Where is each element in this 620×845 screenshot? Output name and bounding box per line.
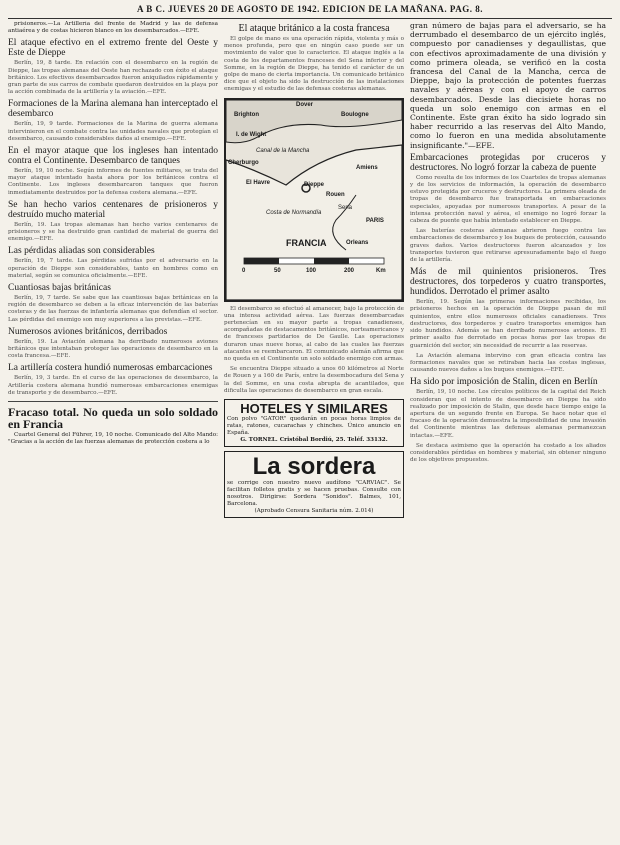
map-label: Cherburgo	[228, 159, 259, 166]
map-scale-label: 50	[274, 267, 281, 274]
map-label: El Havre	[246, 179, 271, 186]
map-label: Costa de Normandía	[266, 209, 322, 216]
article-text: La Aviación alemana intervino con gran eficacia contra las formaciones navales que se retiraban hacia las costas inglesas, causando nuevos daños a los buques enemigos.—EFE.	[410, 352, 606, 374]
map-scale-label: 200	[344, 267, 355, 274]
article-text: Berlín, 19, 7 tarde. Se sabe que las cuantiosas bajas británicas en la región de desembarco se deben a la eficaz intervención de las baterías costeras y de las fuerzas de infantería alemanas que defendían el sector. Las pérdidas del enemigo son muy superiores a las previstas.—EFE.	[8, 295, 218, 323]
article-text: El desembarco se efectuó al amanecer, bajo la protección de una intensa actividad aérea. Las fuerzas desembarcadas pertenecían en su mayor parte a tropas canadienses, acompañadas de destacamentos británicos, norteamericanos y de franceses partidarios de De Gaulle. Las operaciones duraron unas nueve horas, al cabo de las cuales las fuerzas atacantes se reembarcaron. El comunicado alemán afirma que no queda en el Continente un solo soldado enemigo con armas.	[224, 305, 404, 363]
map-label: Amiens	[356, 164, 378, 171]
headline-7: Numerosos aviones británicos, derribados	[8, 326, 168, 337]
headline-stalin: Ha sido por imposición de Stalin, dicen en Berlín	[410, 377, 598, 388]
ad-title: La sordera	[252, 453, 376, 481]
column-right	[410, 21, 606, 842]
ad-footer: G. TORNEL. Cristóbal Bordiú, 25. Teléf. 33132.	[240, 437, 388, 444]
map-scale-label: 100	[306, 267, 317, 274]
map-label: I. de Wight	[236, 131, 267, 138]
article-text: Se destaca asimismo que la operación ha costado a los aliados considerables pérdidas en hombres y material, sin obtener ninguno de los objetivos propuestos.	[410, 442, 606, 464]
headline-4: Se han hecho varios centenares de prisioneros y destruído mucho material	[8, 199, 218, 220]
article-text: Berlín, 19, 8 tarde. En relación con el desembarco en la región de Dieppe, las tropas alemanas del Oeste han rechazado con éxito el ataque británico. Los efectivos desembarcados fueron aniquilados rápidamente y gran parte de sus carros de combate quedaron destruidos en la playa por la acción combinada de la artillería y la aviación.—EFE.	[8, 60, 218, 96]
map-figure	[224, 98, 404, 302]
article-text: Las baterías costeras alemanas abrieron fuego contra las embarcaciones de desembarco y los buques de protección, causando graves daños. Varios destructores fueron alcanzados y los transportes tuvieron que retirarse apresuradamente bajo el fuego de la artillería.	[410, 228, 606, 264]
map-label: Sena	[338, 204, 353, 211]
article-text: Berlín, 19, 7 tarde. Las pérdidas sufridas por el adversario en la operación de Dieppe son considerables, tanto en hombres como en material, según se comunica oficialmente.—EFE.	[8, 258, 218, 279]
map-label: Dover	[296, 101, 314, 108]
article-text: Se encuentra Dieppe situado a unos 60 kilómetros al Norte de Rouen y a 160 de París, entre la desembocadura del Sena y la del Somme, en una costa abrupta de acantilados, que dificulta las operaciones de desembarco en gran escala.	[224, 366, 404, 394]
divider	[8, 401, 218, 402]
article-text: Berlín, 19. La Aviación alemana ha derribado numerosos aviones británicos que intentaban proteger las operaciones de desembarco en la costa francesa.—EFE.	[8, 338, 218, 360]
headline-3: En el mayor ataque que los ingleses han intentado contra el Continente. Desembarco de tanques	[8, 146, 218, 167]
column-center	[224, 21, 404, 842]
intro-paragraph: prisioneros.—La Artillería del frente de Madrid y las de defensa antiaérea y de costas hicieron blanco en los desembarcados.—EFE.	[8, 21, 218, 35]
headline-embarcations: Embarcaciones protegidas por cruceros y destructores. No logró forzar la cabeza de puente	[410, 152, 606, 173]
article-text: El golpe de mano es una operación rápida, violenta y más o menos profunda, pero que en ningún caso puede ser un movimiento de valor que lo caracterice. El ataque inglés a la costa de los departamentos franceses del Sena inferior y del Somme, en la región de Dieppe, ha tenido el carácter de un golpe de mano de cierta importancia. Un comunicado británico dice que el objeto ha sido la destrucción de las instalaciones enemigas y el estudio de las defensas costeras alemanas.	[224, 36, 404, 93]
headline-5: Las pérdidas aliadas son considerables	[8, 246, 155, 257]
headline-final: Fracaso total. No queda un solo soldado en Francia	[8, 405, 218, 432]
article-text: Berlín, 19, 3 tarde. En el curso de las operaciones de desembarco, la Artillería costera alemana hundió numerosas embarcaciones enemigas de transporte y de desembarco.—EFE.	[8, 375, 218, 396]
ad-text: se corrige con nuestro nuevo audífono "CARVIAC". Se facilitan folletos gratis y se hacen pruebas. Consulte con nosotros. Dirigirse: Sordera "Sonidos". Balmes, 101, Barcelona.	[227, 480, 401, 508]
map-label: Orleans	[346, 239, 369, 246]
headline-prisoners: Más de mil quinientos prisioneros. Tres destructores, dos torpederos y cuatro transportes, hundidos. Derrotado el primer asalto	[410, 267, 606, 298]
headline-8: La artillería costera hundió numerosas embarcaciones	[8, 363, 213, 374]
article-text: Berlín, 19, 10 noche. Según informes de fuentes militares, se trata del mayor ataque intentado hasta ahora por los británicos contra el Continente. Los ingleses desembarcaron tanques que fueron inmediatamente destruidos por la defensa costera alemana.—EFE.	[8, 168, 218, 196]
headline-2: Formaciones de la Marina alemana han interceptado el desembarco	[8, 99, 218, 120]
map-label: Boulogne	[341, 111, 369, 118]
article-text: Berlín, 19. Según las primeras informaciones recibidas, los prisioneros hechos en la operación de Dieppe pasan de mil quinientos, entre ellos numerosos oficiales canadienses. Tres destructores, dos torpederos y cuatro transportes enemigos han sido hundidos. Además se han derribado numerosos aviones. El primer asalto fue derrotado en pocas horas por las tropas de guarnición del sector, sin necesidad de recurrir a las reservas.	[410, 299, 606, 349]
column-left	[8, 21, 218, 842]
map-label: Rouen	[326, 191, 345, 198]
article-text: Berlín, 19, 10 noche. Los círculos políticos de la capital del Reich consideran que el intento de desembarco en Dieppe ha sido realizado por imposición de Stalin, que desde hace tiempo exige la apertura de un segundo frente en Europa. Se hace notar que el fracaso de la operación demuestra la imposibilidad de una invasión del Continente mientras las defensas alemanas permanezcan intactas.—EFE.	[410, 389, 606, 439]
map-scale-label: 0	[242, 267, 246, 274]
ad-text: Con polvo "GATOR" quedarán en pocas horas limpios de ratas, ratones, cucarachas y chinches. Único anuncio en España.	[227, 416, 401, 437]
map-label: Dieppe	[304, 181, 325, 188]
article-text: Berlín, 19, 9 tarde. Formaciones de la Marina de guerra alemana intervinieron en el combate contra las unidades navales que protegían el desembarco, causando considerables daños al enemigo.—EFE.	[8, 121, 218, 142]
map-scale-label: Km	[376, 267, 386, 274]
headline-1: El ataque efectivo en el extremo frente del Oeste y Este de Dieppe	[8, 38, 218, 59]
map-label: PARIS	[366, 217, 384, 224]
map-label: Brighton	[234, 111, 259, 118]
map-label: Canal de la Mancha	[256, 147, 310, 154]
headline-6: Cuantiosas bajas británicas	[8, 283, 111, 294]
ad-footer: (Aprobado Censura Sanitaria núm. 2.014)	[254, 508, 374, 515]
center-title: El ataque británico a la costa francesa	[238, 23, 390, 34]
page-header: A B C. JUEVES 20 DE AGOSTO DE 1942. EDICION DE LA MAÑANA. PAG. 8.	[8, 4, 612, 19]
article-text: Berlín, 19. Las tropas alemanas han hecho varios centenares de prisioneros y se ha destruido gran cantidad de material de guerra del enemigo.—EFE.	[8, 221, 218, 243]
ad-title: HOTELES Y SIMILARES	[240, 401, 388, 417]
advertisement-hotels	[224, 399, 404, 447]
advertisement-deafness	[224, 451, 404, 518]
map-label: FRANCIA	[286, 237, 327, 248]
ending-paragraph: Cuartel General del Führer, 19, 10 noche. Comunicado del Alto Mando: "Gracias a la acción de las fuerzas alemanas de protección costera a lo	[8, 432, 218, 446]
lead-paragraph: gran número de bajas para el adversario, se ha derrumbado el desembarco de un ejército inglés, compuesto por canadienses y degaullistas, que con efectivos aproximadamente de una división y como primera oleada, se verificó en la costa francesa del Canal de la Mancha, cerca de Dieppe, bajo la protección de potentes fuerzas navales y aéreas y con el apoyo de carros desembarcados. Desde las diecisiete horas no queda un solo enemigo con armas en el Continente. Este gran éxito ha sido logrado sin haber recurrido a las reservas del Alto Mando, como lo fueron en una medida absolutamente insignificante."—EFE.	[410, 21, 606, 150]
article-text: Como resulta de los informes de los Cuarteles de tropas alemanas y de los servicios de información, la operación de desembarco estuvo protegida por cruceros y destructores. La primera oleada de tropas de desembarco fue transportada en embarcaciones especiales, apoyadas por numerosos transportes. A pesar de la intensa protección naval y aérea, el enemigo no logró forzar la cabeza de puente que había intentado establecer en Dieppe.	[410, 174, 606, 225]
